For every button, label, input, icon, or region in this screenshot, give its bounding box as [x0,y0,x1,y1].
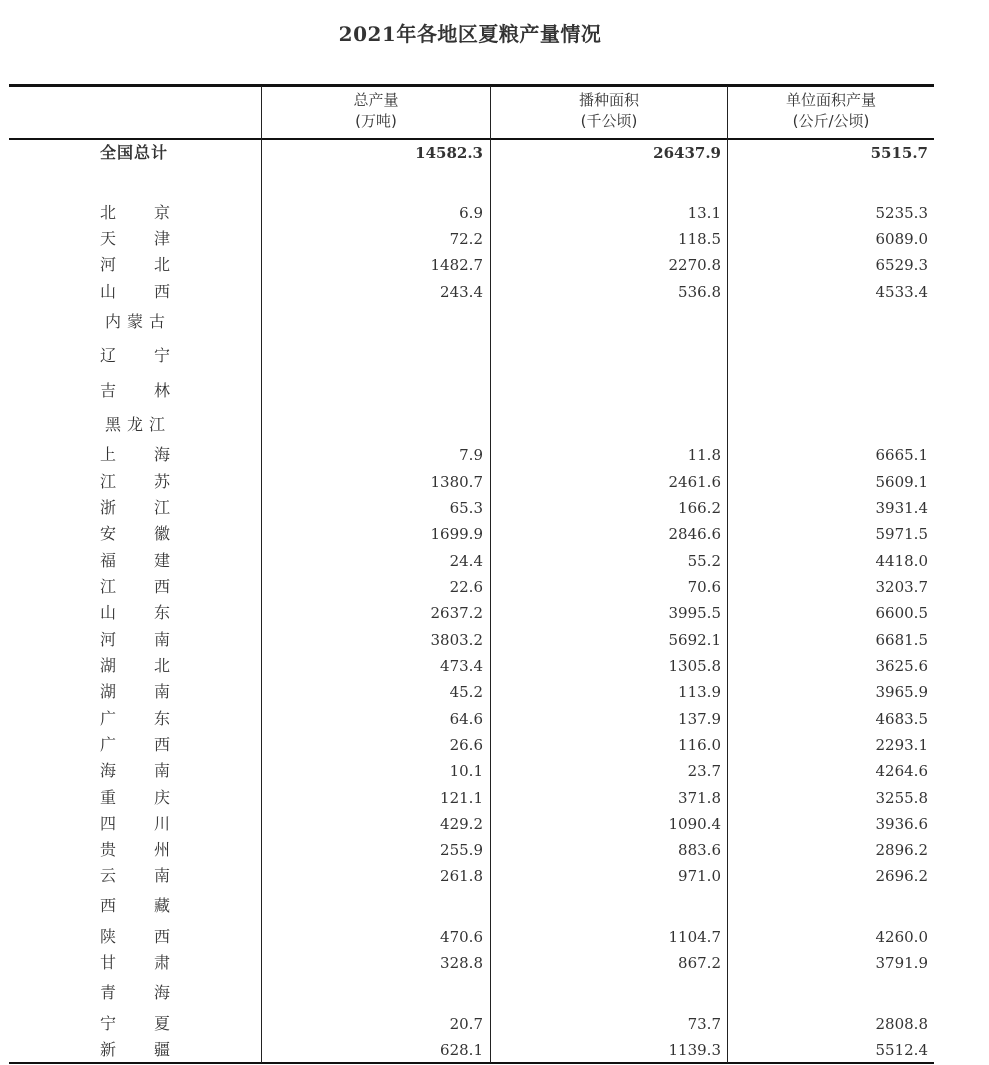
cell-total-output: 473.4 [440,657,483,675]
cell-yield: 3203.7 [875,578,928,596]
table-row [0,549,989,573]
region-label: 福建 [100,551,209,570]
table-row [0,470,989,494]
region-label: 广西 [100,735,209,754]
table-row [0,812,989,836]
cell-yield: 4264.6 [875,762,928,780]
cell-sown-area: 13.1 [687,204,721,222]
table-row [0,575,989,599]
header-name: 总产量 [353,91,399,109]
region-label: 辽宁 [100,346,209,365]
cell-total-output: 429.2 [440,815,483,833]
cell-yield: 5609.1 [875,473,928,491]
cell-total-output: 7.9 [459,446,483,464]
table-row [0,981,989,1005]
table-row [0,864,989,888]
region-label: 江西 [100,577,209,596]
table-row [0,1038,989,1062]
region-label: 上海 [100,445,209,464]
table-row [0,522,989,546]
region-label: 天津 [100,229,209,248]
cell-yield: 3965.9 [875,683,928,701]
cell-sown-area: 3995.5 [668,604,721,622]
cell-yield: 2896.2 [875,841,928,859]
cell-total-output: 255.9 [440,841,483,859]
cell-sown-area: 2846.6 [668,525,721,543]
cell-sown-area: 70.6 [687,578,721,596]
cell-total-output: 14582.3 [415,144,483,162]
region-label: 海南 [100,761,209,780]
cell-sown-area: 371.8 [678,789,721,807]
cell-sown-area: 2461.6 [668,473,721,491]
cell-yield: 6529.3 [875,256,928,274]
cell-total-output: 20.7 [449,1015,483,1033]
table-row [0,443,989,467]
cell-yield: 2696.2 [875,867,928,885]
cell-yield: 2293.1 [875,736,928,754]
table-row [0,925,989,949]
table-row [0,894,989,918]
table-row [0,654,989,678]
header-name: 播种面积 [578,91,639,109]
cell-total-output: 24.4 [449,552,483,570]
table-row [0,1012,989,1036]
header-sown-area [491,90,727,132]
table-row [0,838,989,862]
table-row [0,413,989,437]
table-row [0,680,989,704]
region-label: 广东 [100,709,209,728]
cell-yield: 3936.6 [875,815,928,833]
cell-yield: 3931.4 [875,499,928,517]
table-row [0,201,989,225]
cell-sown-area: 113.9 [678,683,721,701]
header-unit: (公斤/公顷) [792,112,870,130]
table-row [0,310,989,334]
region-label: 湖北 [100,656,209,675]
cell-sown-area: 1139.3 [668,1041,721,1059]
cell-yield: 3625.6 [875,657,928,675]
region-label: 黑龙江 [105,415,172,434]
region-label: 西藏 [100,896,209,915]
cell-total-output: 328.8 [440,954,483,972]
table-row [0,601,989,625]
region-label: 甘肃 [100,953,209,972]
table-row [0,786,989,810]
table-bottom-rule [9,1062,934,1064]
cell-sown-area: 166.2 [678,499,721,517]
cell-total-output: 72.2 [449,230,483,248]
table-row [0,280,989,304]
table-row [0,496,989,520]
table-row [0,951,989,975]
cell-yield: 6681.5 [875,631,928,649]
cell-sown-area: 1090.4 [668,815,721,833]
cell-sown-area: 971.0 [678,867,721,885]
cell-total-output: 470.6 [440,928,483,946]
cell-total-output: 1699.9 [430,525,483,543]
cell-sown-area: 137.9 [678,710,721,728]
region-label: 安徽 [100,524,209,543]
region-label: 浙江 [100,498,209,517]
cell-sown-area: 116.0 [678,736,721,754]
cell-total-output: 121.1 [440,789,483,807]
region-label: 全国总计 [100,143,169,162]
region-label: 湖南 [100,682,209,701]
cell-yield: 5512.4 [875,1041,928,1059]
cell-yield: 4533.4 [875,283,928,301]
table-row [0,733,989,757]
region-label: 内蒙古 [105,312,172,331]
cell-sown-area: 5692.1 [668,631,721,649]
region-label: 山西 [100,282,209,301]
region-label: 贵州 [100,840,209,859]
cell-total-output: 45.2 [449,683,483,701]
cell-total-output: 1482.7 [430,256,483,274]
table-header-rule [9,138,934,140]
cell-total-output: 26.6 [449,736,483,754]
cell-yield: 3791.9 [875,954,928,972]
cell-yield: 3255.8 [875,789,928,807]
table-row [0,379,989,403]
cell-total-output: 628.1 [440,1041,483,1059]
region-label: 新疆 [100,1040,209,1059]
table-top-rule [9,84,934,87]
table-row [0,707,989,731]
cell-yield: 6089.0 [875,230,928,248]
region-label: 云南 [100,866,209,885]
cell-sown-area: 118.5 [678,230,721,248]
table-row [0,253,989,277]
cell-total-output: 6.9 [459,204,483,222]
cell-sown-area: 23.7 [687,762,721,780]
cell-total-output: 64.6 [449,710,483,728]
cell-yield: 6665.1 [875,446,928,464]
region-label: 青海 [100,983,209,1002]
cell-total-output: 10.1 [449,762,483,780]
cell-sown-area: 11.8 [687,446,721,464]
table-row [0,344,989,368]
cell-yield: 4260.0 [875,928,928,946]
cell-sown-area: 73.7 [687,1015,721,1033]
region-label: 江苏 [100,472,209,491]
cell-sown-area: 1305.8 [668,657,721,675]
cell-yield: 6600.5 [875,604,928,622]
cell-yield: 2808.8 [875,1015,928,1033]
cell-total-output: 3803.2 [430,631,483,649]
header-total-output [262,90,490,132]
cell-total-output: 65.3 [449,499,483,517]
cell-sown-area: 55.2 [687,552,721,570]
cell-sown-area: 883.6 [678,841,721,859]
header-unit: (千公顷) [580,112,638,130]
header-unit: (万吨) [355,112,397,130]
cell-yield: 5515.7 [870,144,928,162]
cell-sown-area: 2270.8 [668,256,721,274]
region-label: 吉林 [100,381,209,400]
cell-total-output: 2637.2 [430,604,483,622]
cell-yield: 4418.0 [875,552,928,570]
region-label: 重庆 [100,788,209,807]
cell-yield: 5235.3 [875,204,928,222]
cell-total-output: 22.6 [449,578,483,596]
region-label: 河北 [100,255,209,274]
region-label: 北京 [100,203,209,222]
table-row [0,759,989,783]
region-label: 陕西 [100,927,209,946]
region-label: 山东 [100,603,209,622]
cell-yield: 4683.5 [875,710,928,728]
page-title: 2021年各地区夏粮产量情况 [338,22,602,46]
cell-sown-area: 26437.9 [653,144,721,162]
cell-sown-area: 536.8 [678,283,721,301]
cell-sown-area: 1104.7 [668,928,721,946]
region-label: 宁夏 [100,1014,209,1033]
header-yield [728,90,934,132]
cell-total-output: 1380.7 [430,473,483,491]
cell-total-output: 243.4 [440,283,483,301]
header-name: 单位面积产量 [785,91,876,109]
table-row [0,227,989,251]
table-row [0,628,989,652]
cell-sown-area: 867.2 [678,954,721,972]
region-label: 四川 [100,814,209,833]
cell-total-output: 261.8 [440,867,483,885]
table-row-total [0,141,989,165]
cell-yield: 5971.5 [875,525,928,543]
region-label: 河南 [100,630,209,649]
